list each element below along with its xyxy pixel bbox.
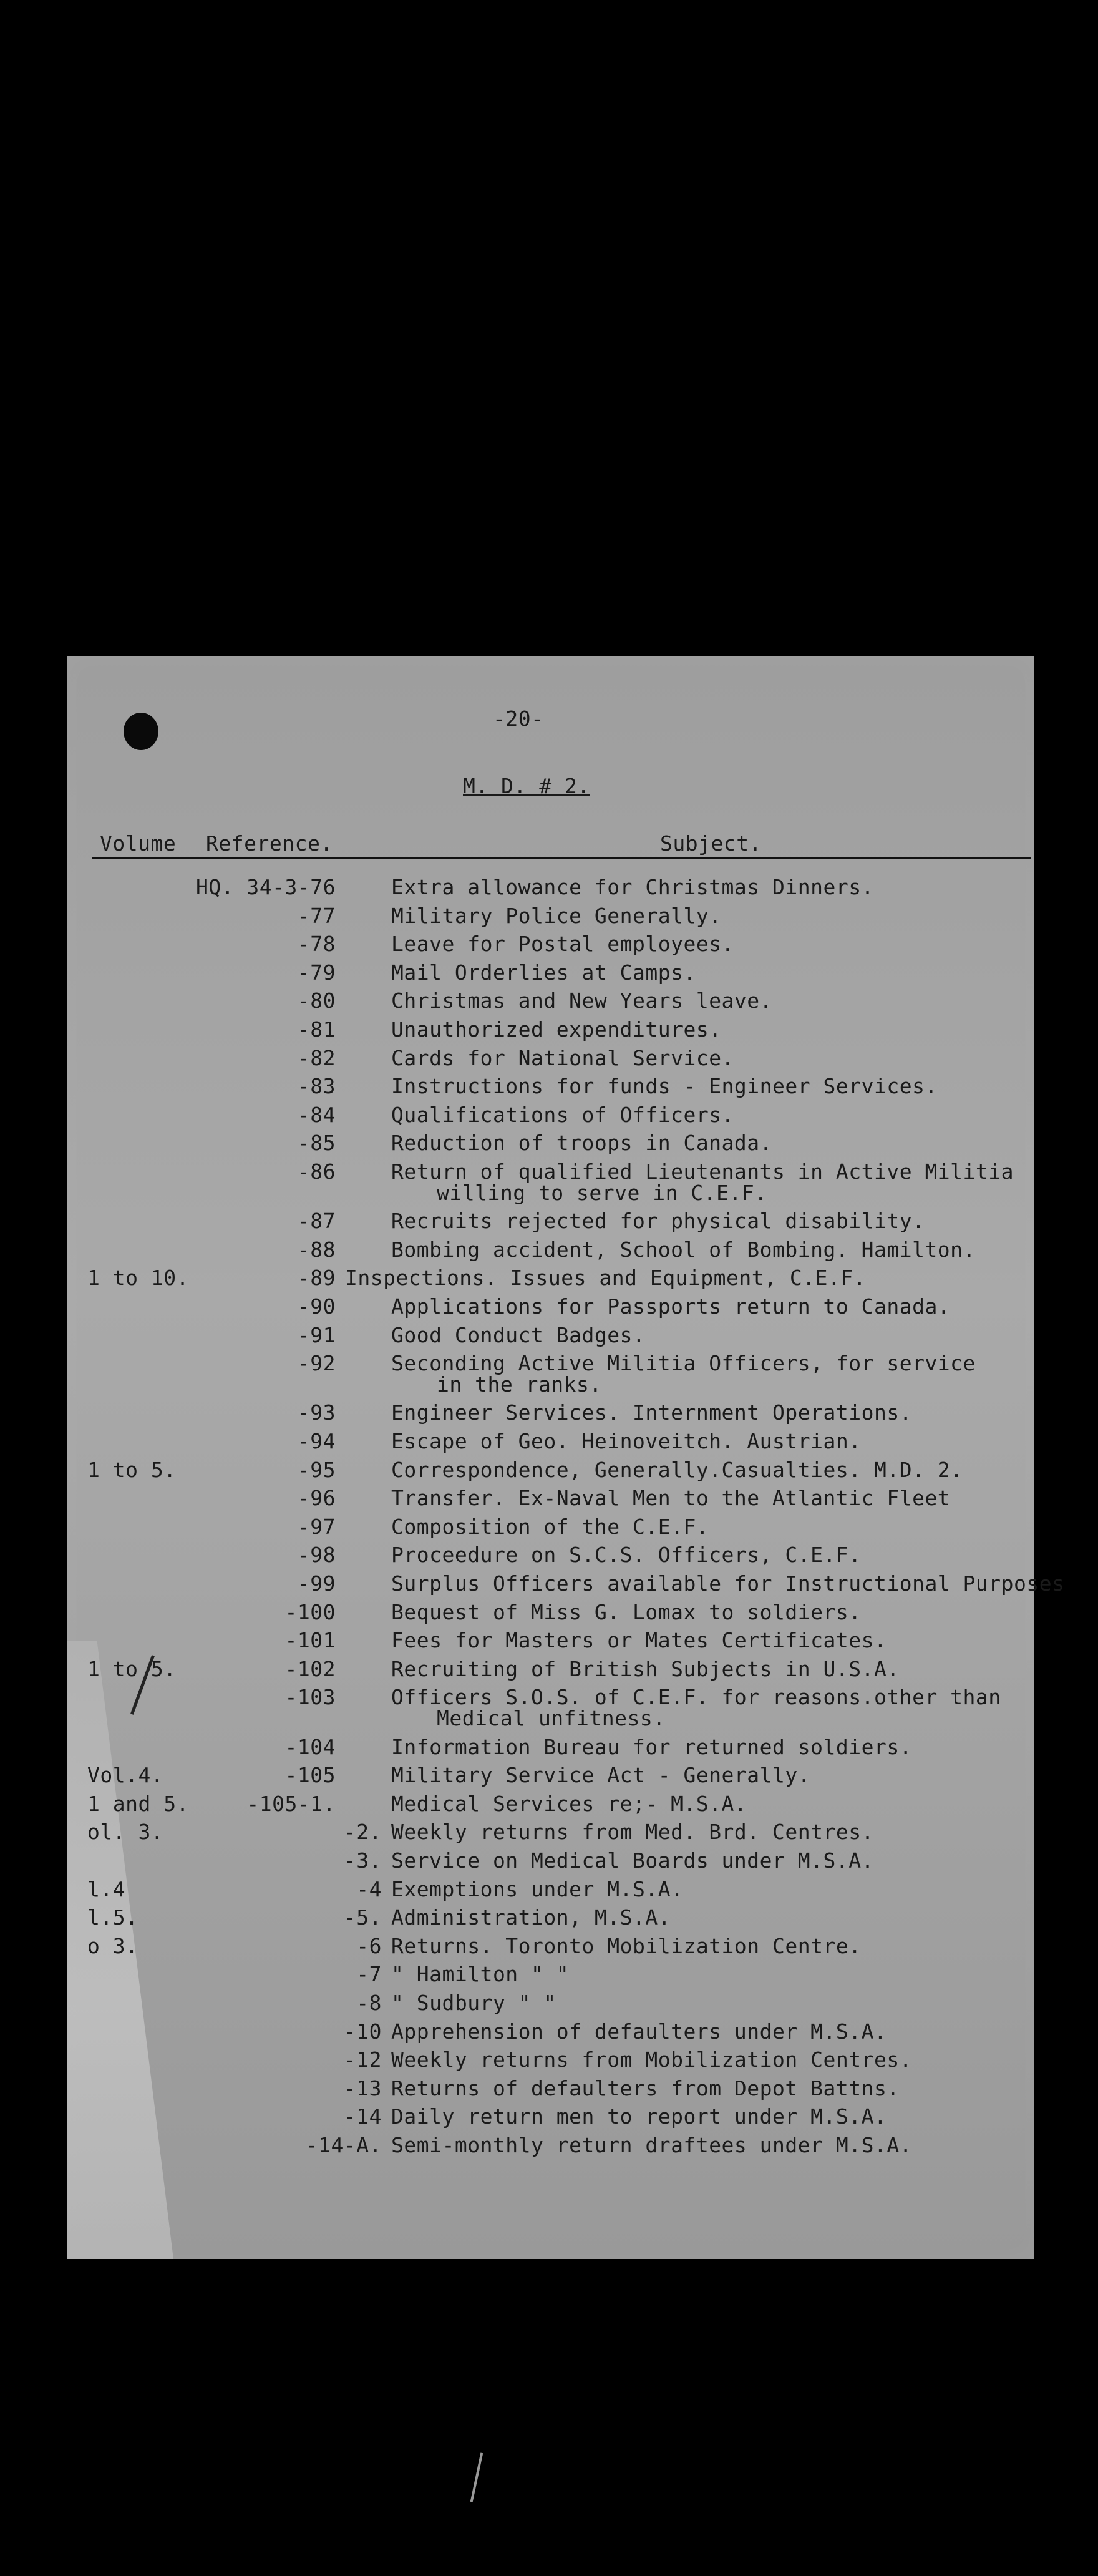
list-item <box>0 2133 1098 2160</box>
subject-cell: Recruiting of British Subjects in U.S.A. <box>391 1657 900 1681</box>
reference-cell: -14 <box>343 2104 382 2129</box>
list-item-continuation <box>0 1706 1098 1734</box>
subject-cell: Service on Medical Boards under M.S.A. <box>391 1848 874 1873</box>
list-item <box>0 1294 1098 1322</box>
reference-cell: -90 <box>297 1294 336 1319</box>
subject-cell: Bequest of Miss G. Lomax to soldiers. <box>391 1600 862 1624</box>
reference-cell: -2. <box>343 1820 382 1844</box>
reference-cell: -8 <box>356 1991 382 2015</box>
reference-cell: -6 <box>356 1934 382 1958</box>
list-item <box>0 1600 1098 1627</box>
subject-cell: Surplus Officers available for Instructional Purposes <box>391 1571 1065 1596</box>
subject-cell: Fees for Masters or Mates Certificates. <box>391 1628 887 1652</box>
reference-cell: -80 <box>297 988 336 1013</box>
list-item <box>0 1400 1098 1428</box>
reference-cell: -81 <box>297 1017 336 1042</box>
subject-cell: Weekly returns from Mobilization Centres. <box>391 2047 913 2072</box>
list-item <box>0 1486 1098 1513</box>
reference-cell: -95 <box>297 1458 336 1482</box>
reference-cell: -94 <box>297 1429 336 1453</box>
subject-cell: Recruits rejected for physical disability. <box>391 1209 925 1233</box>
list-item <box>0 2047 1098 2075</box>
subject-column-header: Subject. <box>660 831 762 856</box>
list-item <box>0 875 1098 902</box>
list-item <box>0 2019 1098 2047</box>
reference-cell: -91 <box>297 1323 336 1347</box>
reference-column-header: Reference. <box>206 831 333 856</box>
subject-cell: Return of qualified Lieutenants in Active Militia <box>391 1159 1014 1184</box>
subject-cell: Christmas and New Years leave. <box>391 988 773 1013</box>
reference-cell: -92 <box>297 1351 336 1375</box>
subject-cell: " Hamilton " " <box>391 1962 570 1986</box>
volume-cell: 1 and 5. <box>87 1792 189 1816</box>
subject-cell: Semi-monthly return draftees under M.S.A. <box>391 2133 913 2157</box>
list-item <box>0 1515 1098 1542</box>
reference-cell: -13 <box>343 2076 382 2100</box>
subject-cell: Reduction of troops in Canada. <box>391 1131 773 1155</box>
reference-cell: -98 <box>297 1543 336 1567</box>
subject-cell: Leave for Postal employees. <box>391 932 734 956</box>
list-item <box>0 1074 1098 1101</box>
reference-cell: -104 <box>284 1735 336 1759</box>
list-item-continuation <box>0 1181 1098 1208</box>
reference-cell: -100 <box>284 1600 336 1624</box>
reference-cell: -105-1. <box>246 1792 336 1816</box>
volume-cell: 1 to 10. <box>87 1266 189 1290</box>
subject-cell: Unauthorized expenditures. <box>391 1017 722 1042</box>
list-item <box>0 1962 1098 1989</box>
volume-cell: o 3. <box>87 1934 138 1958</box>
subject-cell: Inspections. Issues and Equipment, C.E.F. <box>345 1266 867 1290</box>
list-item <box>0 1323 1098 1350</box>
subject-cell: Instructions for funds - Engineer Services. <box>391 1074 938 1098</box>
document-title: M. D. # 2. <box>463 774 590 798</box>
list-item <box>0 1763 1098 1790</box>
reference-cell: -4 <box>356 1877 382 1901</box>
list-item <box>0 1458 1098 1485</box>
subject-cell: Engineer Services. Internment Operations. <box>391 1400 913 1425</box>
reference-cell: -99 <box>297 1571 336 1596</box>
reference-cell: -7 <box>356 1962 382 1986</box>
reference-cell: -105 <box>284 1763 336 1787</box>
reference-cell: -82 <box>297 1046 336 1070</box>
subject-cell: Composition of the C.E.F. <box>391 1515 709 1539</box>
subject-cell: Applications for Passports return to Canada. <box>391 1294 951 1319</box>
reference-cell: -93 <box>297 1400 336 1425</box>
list-item <box>0 1905 1098 1933</box>
subject-continuation: willing to serve in C.E.F. <box>437 1181 767 1205</box>
list-item <box>0 1209 1098 1236</box>
list-item <box>0 988 1098 1016</box>
reference-cell: HQ. 34-3-76 <box>195 875 336 899</box>
reference-cell: -83 <box>297 1074 336 1098</box>
volume-cell: Vol.4. <box>87 1763 164 1787</box>
list-item <box>0 1046 1098 1073</box>
list-item <box>0 2104 1098 2132</box>
reference-cell: -86 <box>297 1159 336 1184</box>
subject-cell: Returns of defaulters from Depot Battns. <box>391 2076 900 2100</box>
reference-cell: -88 <box>297 1237 336 1262</box>
list-item <box>0 1266 1098 1293</box>
list-item <box>0 1131 1098 1158</box>
header-rule <box>92 857 1031 859</box>
list-item-continuation <box>0 1372 1098 1400</box>
list-item <box>0 1429 1098 1456</box>
subject-continuation: in the ranks. <box>437 1372 602 1397</box>
scratch-mark <box>470 2452 483 2502</box>
volume-cell: 1 to 5. <box>87 1458 177 1482</box>
list-item <box>0 1103 1098 1130</box>
list-item <box>0 1237 1098 1265</box>
subject-continuation: Medical unfitness. <box>437 1706 666 1730</box>
volume-cell: ol. 3. <box>87 1820 164 1844</box>
list-item <box>0 960 1098 988</box>
reference-cell: -5. <box>343 1905 382 1930</box>
subject-cell: Medical Services re;- M.S.A. <box>391 1792 747 1816</box>
reference-cell: -10 <box>343 2019 382 2044</box>
subject-cell: Correspondence, Generally.Casualties. M.D. 2. <box>391 1458 963 1482</box>
volume-cell: 1 to 5. <box>87 1657 177 1681</box>
reference-cell: -84 <box>297 1103 336 1127</box>
subject-cell: Administration, M.S.A. <box>391 1905 671 1930</box>
list-item <box>0 1792 1098 1819</box>
reference-cell: -12 <box>343 2047 382 2072</box>
reference-cell: -85 <box>297 1131 336 1155</box>
reference-cell: -79 <box>297 960 336 985</box>
list-item <box>0 1820 1098 1847</box>
list-item <box>0 1657 1098 1684</box>
reference-cell: -96 <box>297 1486 336 1510</box>
subject-cell: Officers S.O.S. of C.E.F. for reasons.other than <box>391 1685 1001 1709</box>
reference-cell: -102 <box>284 1657 336 1681</box>
subject-cell: Transfer. Ex-Naval Men to the Atlantic Fleet <box>391 1486 951 1510</box>
volume-column-header: Volume <box>100 831 177 856</box>
subject-cell: Daily return men to report under M.S.A. <box>391 2104 887 2129</box>
list-item <box>0 1848 1098 1876</box>
subject-cell: Weekly returns from Med. Brd. Centres. <box>391 1820 874 1844</box>
list-item <box>0 1991 1098 2018</box>
page-number: -20- <box>493 706 544 731</box>
reference-cell: -77 <box>297 904 336 928</box>
list-item <box>0 932 1098 959</box>
subject-cell: Military Police Generally. <box>391 904 722 928</box>
subject-cell: Information Bureau for returned soldiers. <box>391 1735 913 1759</box>
subject-cell: Exemptions under M.S.A. <box>391 1877 684 1901</box>
subject-cell: Military Service Act - Generally. <box>391 1763 811 1787</box>
list-item <box>0 904 1098 931</box>
subject-cell: Proceedure on S.C.S. Officers, C.E.F. <box>391 1543 862 1567</box>
list-item <box>0 1877 1098 1905</box>
list-item <box>0 1934 1098 1961</box>
reference-cell: -101 <box>284 1628 336 1652</box>
volume-cell: l.5. <box>87 1905 138 1930</box>
subject-cell: Qualifications of Officers. <box>391 1103 734 1127</box>
subject-cell: Escape of Geo. Heinoveitch. Austrian. <box>391 1429 862 1453</box>
subject-cell: Bombing accident, School of Bombing. Hamilton. <box>391 1237 976 1262</box>
reference-cell: -78 <box>297 932 336 956</box>
subject-cell: Seconding Active Militia Officers, for service <box>391 1351 976 1375</box>
list-item <box>0 2076 1098 2104</box>
list-item <box>0 1628 1098 1656</box>
list-item <box>0 1735 1098 1762</box>
reference-cell: -103 <box>284 1685 336 1709</box>
reference-cell: -89 <box>297 1266 336 1290</box>
punch-hole <box>124 713 158 750</box>
subject-cell: Good Conduct Badges. <box>391 1323 646 1347</box>
subject-cell: Apprehension of defaulters under M.S.A. <box>391 2019 887 2044</box>
reference-cell: -87 <box>297 1209 336 1233</box>
reference-cell: -14-A. <box>305 2133 382 2157</box>
reference-cell: -3. <box>343 1848 382 1873</box>
reference-cell: -97 <box>297 1515 336 1539</box>
list-item <box>0 1017 1098 1045</box>
volume-cell: l.4 <box>87 1877 126 1901</box>
subject-cell: " Sudbury " " <box>391 1991 556 2015</box>
subject-cell: Mail Orderlies at Camps. <box>391 960 696 985</box>
subject-cell: Extra allowance for Christmas Dinners. <box>391 875 874 899</box>
list-item <box>0 1571 1098 1599</box>
list-item <box>0 1543 1098 1570</box>
subject-cell: Returns. Toronto Mobilization Centre. <box>391 1934 862 1958</box>
subject-cell: Cards for National Service. <box>391 1046 734 1070</box>
